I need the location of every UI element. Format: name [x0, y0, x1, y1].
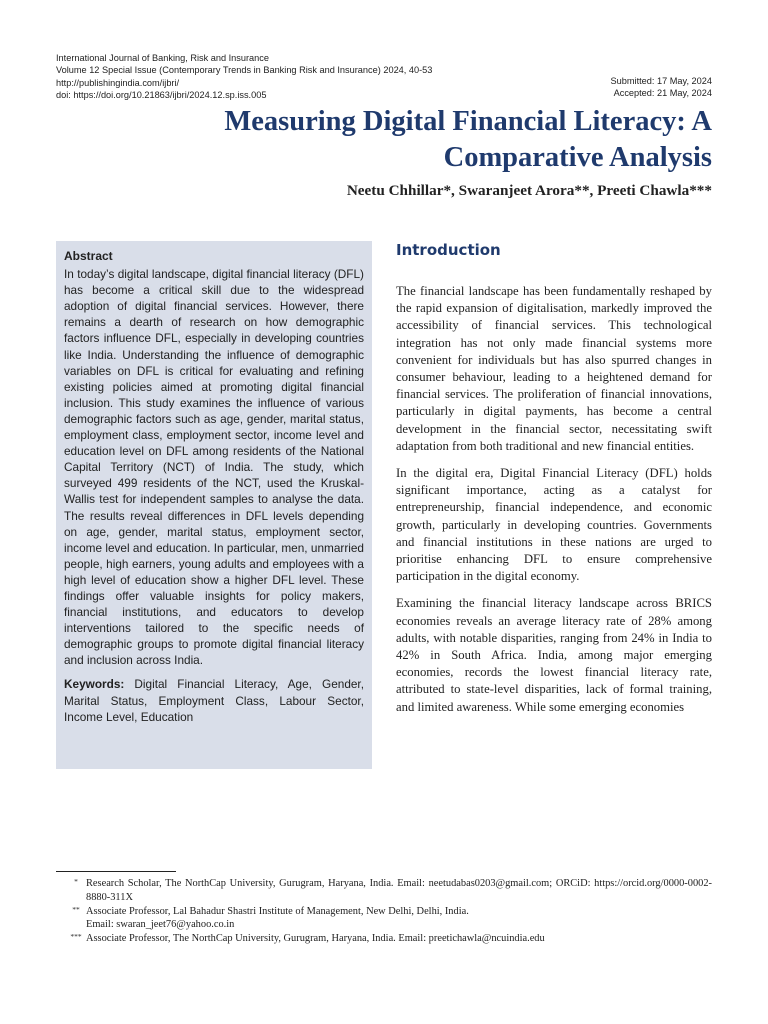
footnote-text: Research Scholar, The NorthCap University, Gurugram, Haryana, India. Email: neetudabas0203@gmail.com; ORCiD: https://orcid.org/0000-0002-8880-311X	[86, 878, 712, 903]
introduction-body	[396, 283, 712, 726]
footnote-mark	[66, 918, 86, 932]
footnote	[66, 932, 712, 946]
abstract-heading: Abstract	[64, 249, 113, 263]
keywords-label: Keywords:	[64, 677, 125, 692]
keywords	[64, 676, 364, 724]
footnote-divider	[56, 871, 176, 872]
submission-dates	[611, 75, 712, 100]
journal-info	[56, 52, 516, 101]
abstract-box	[56, 241, 372, 769]
abstract-text: In today’s digital landscape, digital financial literacy (DFL) has become a critical skill due to the widespread adoption of digital financial services. However, there remains a dearth of research on how demographic factors influence DFL, especially in developing countries like India. Understanding the influence of demographic variables on DFL is critical for evaluating and refining existing policies aimed at promoting digital financial inclusion. This study examines the influence of various demographic factors such as age, gender, marital status, employment class, employment sector, income level and education level on DFL among residents of the National Capital Territory (NCT) of India. The study, which surveyed 499 residents of the NCT, used the Kruskal-Wallis test for independent samples to analyse the data. The results reveal differences in DFL levels depending on age, gender, marital status, employment sector, income level and education. In particular, men, unmarried people, high earners, young adults and employees with a high level of education show a higher DFL level. These findings offer valuable insights for policy makers, financial institutions, and educators to develop interventions tailored to the specific needs of demographic groups to promote digital financial literacy and inclusion across India.	[64, 267, 364, 668]
footnote-text: Associate Professor, Lal Bahadur Shastri Institute of Management, New Delhi, Delhi, India.	[86, 905, 469, 917]
accepted-date: Accepted: 21 May, 2024	[613, 88, 712, 99]
paper-title: Measuring Digital Financial Literacy: A Comparative Analysis	[224, 106, 712, 173]
footnote	[66, 877, 712, 905]
footnote-mark: **	[72, 904, 80, 914]
introduction-heading: Introduction	[396, 241, 501, 259]
journal-url-link[interactable]: http://publishingindia.com/ijbri/	[56, 77, 180, 88]
intro-paragraph: The financial landscape has been fundamentally reshaped by the rapid expansion of digitalisation, markedly improved the accessibility of financial services. This technological integration has not only made financial systems more convenient for individuals but has also spurred changes in consumer behaviour, leading to a heightened demand for financial services. The proliferation of financial innovations, particularly in digital payments, has become a central development in the financial sector, necessitating swift adaptation from both traditional and new financial entities.	[396, 284, 712, 453]
doi-link[interactable]: doi: https://doi.org/10.21863/ijbri/2024.12.sp.iss.005	[56, 89, 267, 100]
footnote-mark: ***	[70, 932, 82, 942]
footnote	[66, 918, 712, 932]
footnote-text: Email: swaran_jeet76@yahoo.co.in	[86, 919, 235, 931]
intro-paragraph: Examining the financial literacy landscape across BRICS economies reveals an average literacy rate of 28% among adults, with notable disparities, ranging from 24% in India to 42% in South Africa. India, among major emerging economies, records the lowest financial literacy rate, attributed to state-level disparities, lack of formal training, and limited awareness. While some emerging economies	[396, 596, 712, 714]
intro-paragraph: In the digital era, Digital Financial Literacy (DFL) holds significant importance, acting as a catalyst for entrepreneurship, financial independence, and economic growth, particularly in developing countries. Governments and financial institutions in these nations are urged to prioritise enhancing DFL to ensure comprehensive participation in the digital economy.	[396, 466, 712, 584]
journal-volume: Volume 12 Special Issue (Contemporary Trends in Banking Risk and Insurance) 2024, 40-53	[56, 65, 433, 76]
submitted-date: Submitted: 17 May, 2024	[610, 76, 712, 86]
footnote	[66, 905, 712, 919]
keywords-list: Digital Financial Literacy, Age, Gender, Marital Status, Employment Class, Labour Sector, Income Level, Education	[64, 677, 364, 724]
footnotes	[66, 877, 712, 946]
journal-name: International Journal of Banking, Risk and Insurance	[56, 53, 269, 63]
footnote-text: Associate Professor, The NorthCap University, Gurugram, Haryana, India. Email: preetichawla@ncuindia.edu	[86, 933, 545, 945]
footnote-mark: *	[74, 877, 78, 886]
author-list: Neetu Chhillar*, Swaranjeet Arora**, Preeti Chawla***	[346, 182, 712, 199]
